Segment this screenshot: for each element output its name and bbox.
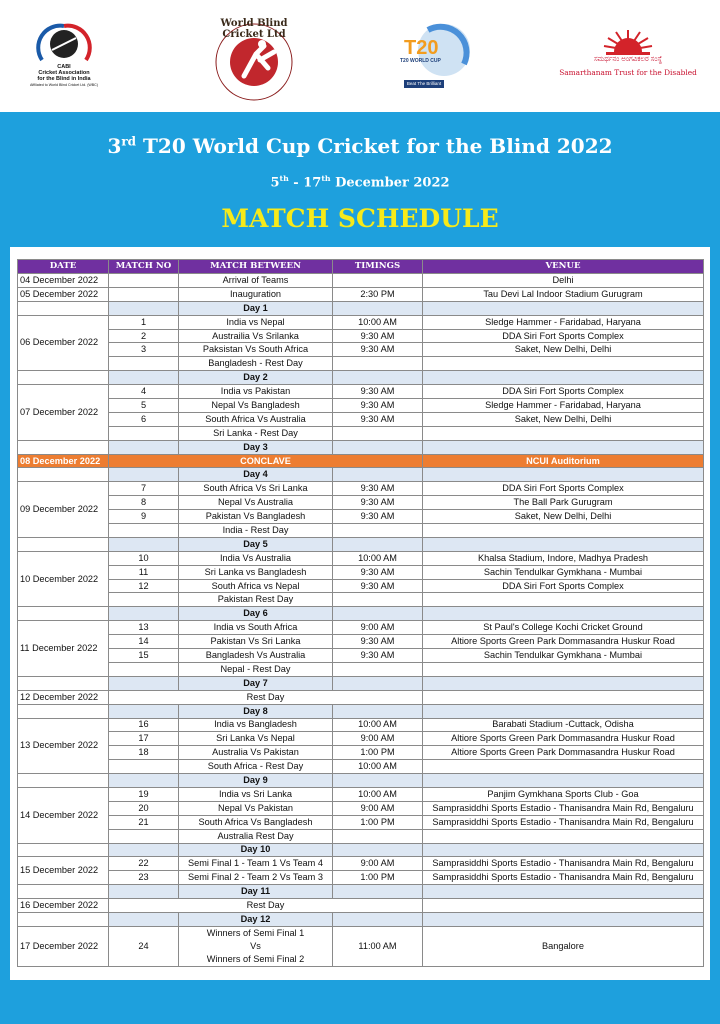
date-cell: 16 December 2022	[18, 899, 109, 913]
match-no-cell: 3	[109, 343, 179, 357]
match-cell: Nepal Vs Australia	[179, 496, 333, 510]
venue-cell: Saket, New Delhi, Delhi	[423, 343, 704, 357]
match-no-cell: 9	[109, 510, 179, 524]
day-label: Day 10	[179, 843, 333, 857]
wbc-logo	[206, 16, 302, 102]
match-no-cell: 24	[109, 926, 179, 966]
timing-cell: 1:00 PM	[333, 815, 423, 829]
cabi-logo	[24, 22, 104, 92]
date-cell: 06 December 2022	[18, 315, 109, 371]
match-no-cell	[109, 537, 179, 551]
table-row	[18, 732, 704, 746]
timing-cell: 9:30 AM	[333, 343, 423, 357]
day-label: Day 9	[179, 774, 333, 788]
match-no-cell: 8	[109, 496, 179, 510]
timing-cell	[333, 843, 423, 857]
timing-cell: 1:00 PM	[333, 871, 423, 885]
match-line: Winners of Semi Final 2	[206, 953, 305, 964]
table-row	[18, 551, 704, 565]
day-label: Day 1	[179, 301, 333, 315]
match-cell: CONCLAVE	[109, 454, 423, 468]
match-cell: Rest Day	[109, 690, 423, 704]
match-cell: Nepal Vs Pakistan	[179, 801, 333, 815]
venue-cell: Altiore Sports Green Park Dommasandra Huskur Road	[423, 746, 704, 760]
conclave-row	[18, 454, 704, 468]
day-row	[18, 607, 704, 621]
venue-cell	[423, 537, 704, 551]
table-row	[18, 329, 704, 343]
venue-cell: Sachin Tendulkar Gymkhana - Mumbai	[423, 649, 704, 663]
rest-day-row	[18, 899, 704, 913]
date-cell: 05 December 2022	[18, 287, 109, 301]
match-no-cell	[109, 676, 179, 690]
match-cell: Nepal - Rest Day	[179, 662, 333, 676]
venue-cell	[423, 704, 704, 718]
match-cell: Sri Lanka vs Bangladesh	[179, 565, 333, 579]
venue-cell: Samprasiddhi Sports Estadio - Thanisandra Main Rd, Bengaluru	[423, 801, 704, 815]
match-no-cell	[109, 704, 179, 718]
timing-cell: 10:00 AM	[333, 718, 423, 732]
table-row	[18, 871, 704, 885]
match-no-cell: 22	[109, 857, 179, 871]
table-row	[18, 412, 704, 426]
table-row	[18, 426, 704, 440]
match-line: Winners of Semi Final 1	[206, 927, 305, 938]
match-cell: India vs Pakistan	[179, 385, 333, 399]
timing-cell: 9:30 AM	[333, 412, 423, 426]
schedule-table	[17, 259, 704, 967]
t20-tagline: Beat The Brilliant	[406, 81, 442, 86]
date-cell	[18, 912, 109, 926]
venue-cell: Samprasiddhi Sports Estadio - Thanisandra Main Rd, Bengaluru	[423, 871, 704, 885]
match-cell: Pakistan Vs Sri Lanka	[179, 635, 333, 649]
venue-cell	[423, 524, 704, 538]
match-cell	[179, 926, 333, 966]
match-no-cell	[109, 760, 179, 774]
table-row	[18, 343, 704, 357]
match-no-cell	[109, 468, 179, 482]
page-title: 3rd T20 World Cup Cricket for the Blind 2022	[107, 134, 613, 158]
match-cell: Bangladesh Vs Australia	[179, 649, 333, 663]
t20-logo	[398, 20, 478, 92]
column-header: DATE	[18, 260, 109, 274]
date-cell: 04 December 2022	[18, 274, 109, 288]
match-cell: South Africa - Rest Day	[179, 760, 333, 774]
timing-cell: 2:30 PM	[333, 287, 423, 301]
venue-cell	[423, 357, 704, 371]
timing-cell: 9:30 AM	[333, 399, 423, 413]
day-row	[18, 440, 704, 454]
date-cell	[18, 704, 109, 718]
date-cell	[18, 537, 109, 551]
timing-cell: 11:00 AM	[333, 926, 423, 966]
table-row	[18, 385, 704, 399]
match-cell: Nepal Vs Bangladesh	[179, 399, 333, 413]
table-row	[18, 274, 704, 288]
venue-cell: St Paul's College Kochi Cricket Ground	[423, 621, 704, 635]
match-no-cell: 20	[109, 801, 179, 815]
venue-cell: Sledge Hammer - Faridabad, Haryana	[423, 399, 704, 413]
timing-cell: 9:30 AM	[333, 385, 423, 399]
date-cell: 11 December 2022	[18, 621, 109, 677]
match-cell: Sri Lanka Vs Nepal	[179, 732, 333, 746]
day-label: Day 11	[179, 885, 333, 899]
rising-sun-icon	[558, 26, 698, 56]
wbc-text: World Blind Cricket Ltd	[220, 18, 288, 40]
venue-cell: Samprasiddhi Sports Estadio - Thanisandra Main Rd, Bengaluru	[423, 815, 704, 829]
match-cell: Australia Vs Pakistan	[179, 746, 333, 760]
table-row	[18, 579, 704, 593]
table-row	[18, 662, 704, 676]
match-cell: Austrailia Vs Srilanka	[179, 329, 333, 343]
timing-cell: 9:00 AM	[333, 732, 423, 746]
match-cell: Semi Final 1 - Team 1 Vs Team 4	[179, 857, 333, 871]
match-no-cell	[109, 843, 179, 857]
date-cell: 17 December 2022	[18, 926, 109, 966]
day-row	[18, 468, 704, 482]
match-cell: Semi Final 2 - Team 2 Vs Team 3	[179, 871, 333, 885]
date-cell: 15 December 2022	[18, 857, 109, 885]
day-row	[18, 301, 704, 315]
venue-cell: The Ball Park Gurugram	[423, 496, 704, 510]
match-no-cell	[109, 662, 179, 676]
table-row	[18, 287, 704, 301]
table-row	[18, 621, 704, 635]
match-no-cell	[109, 829, 179, 843]
timing-cell	[333, 357, 423, 371]
day-row	[18, 537, 704, 551]
timing-cell: 10:00 AM	[333, 551, 423, 565]
samarthanam-kannada: ಸಮರ್ಥನಂ ಅಂಗವಿಕಲರ ಸಂಸ್ಥೆ	[593, 56, 663, 63]
table-row	[18, 593, 704, 607]
day-label: Day 7	[179, 676, 333, 690]
table-header-row	[18, 260, 704, 274]
venue-cell: DDA Siri Fort Sports Complex	[423, 329, 704, 343]
table-row	[18, 815, 704, 829]
venue-cell: Altiore Sports Green Park Dommasandra Huskur Road	[423, 732, 704, 746]
timing-cell	[333, 301, 423, 315]
venue-cell: Altiore Sports Green Park Dommasandra Huskur Road	[423, 635, 704, 649]
timing-cell	[333, 912, 423, 926]
table-row	[18, 649, 704, 663]
match-no-cell	[109, 607, 179, 621]
table-row	[18, 787, 704, 801]
day-row	[18, 371, 704, 385]
day-row	[18, 676, 704, 690]
venue-cell	[423, 371, 704, 385]
timing-cell: 10:00 AM	[333, 787, 423, 801]
match-cell: Paksistan Vs South Africa	[179, 343, 333, 357]
table-row	[18, 760, 704, 774]
match-no-cell	[109, 593, 179, 607]
day-label: Day 12	[179, 912, 333, 926]
match-no-cell	[109, 524, 179, 538]
date-cell	[18, 774, 109, 788]
venue-cell: Saket, New Delhi, Delhi	[423, 412, 704, 426]
table-row	[18, 357, 704, 371]
samarthanam-name: Samarthanam Trust for the Disabled	[559, 68, 697, 77]
venue-cell: Samprasiddhi Sports Estadio - Thanisandra Main Rd, Bengaluru	[423, 857, 704, 871]
venue-cell: Sledge Hammer - Faridabad, Haryana	[423, 315, 704, 329]
timing-cell: 9:30 AM	[333, 482, 423, 496]
match-cell: Pakistan Rest Day	[179, 593, 333, 607]
table-row	[18, 482, 704, 496]
cabi-line1: Cricket Association	[38, 70, 90, 76]
timing-cell	[333, 676, 423, 690]
timing-cell: 9:30 AM	[333, 496, 423, 510]
match-no-cell: 21	[109, 815, 179, 829]
venue-cell: NCUI Auditorium	[423, 454, 704, 468]
match-no-cell: 17	[109, 732, 179, 746]
table-row	[18, 801, 704, 815]
match-no-cell	[109, 371, 179, 385]
day-label: Day 4	[179, 468, 333, 482]
date-cell: 09 December 2022	[18, 482, 109, 538]
timing-cell: 9:30 AM	[333, 510, 423, 524]
venue-cell	[423, 829, 704, 843]
venue-cell: Panjim Gymkhana Sports Club - Goa	[423, 787, 704, 801]
match-no-cell: 23	[109, 871, 179, 885]
venue-cell	[423, 690, 704, 704]
date-cell	[18, 885, 109, 899]
match-no-cell: 14	[109, 635, 179, 649]
venue-cell: Khalsa Stadium, Indore, Madhya Pradesh	[423, 551, 704, 565]
venue-cell: Bangalore	[423, 926, 704, 966]
match-no-cell: 4	[109, 385, 179, 399]
final-row	[18, 926, 704, 966]
match-cell: South Africa vs Nepal	[179, 579, 333, 593]
match-no-cell	[109, 912, 179, 926]
cabi-name: CABI	[57, 64, 71, 70]
rest-day-row	[18, 690, 704, 704]
venue-cell	[423, 885, 704, 899]
table-row	[18, 524, 704, 538]
match-no-cell: 16	[109, 718, 179, 732]
match-cell: Arrival of Teams	[179, 274, 333, 288]
match-cell: Australia Rest Day	[179, 829, 333, 843]
match-no-cell: 19	[109, 787, 179, 801]
timing-cell	[333, 593, 423, 607]
match-cell: Bangladesh - Rest Day	[179, 357, 333, 371]
match-no-cell: 5	[109, 399, 179, 413]
match-no-cell: 13	[109, 621, 179, 635]
day-row	[18, 704, 704, 718]
samarthanam-logo	[558, 26, 698, 86]
date-cell	[18, 301, 109, 315]
match-no-cell: 11	[109, 565, 179, 579]
timing-cell	[333, 704, 423, 718]
match-no-cell	[109, 774, 179, 788]
match-no-cell	[109, 274, 179, 288]
match-cell: South Africa Vs Bangladesh	[179, 815, 333, 829]
match-cell: India vs Nepal	[179, 315, 333, 329]
date-cell	[18, 843, 109, 857]
day-row	[18, 774, 704, 788]
match-no-cell: 1	[109, 315, 179, 329]
timing-cell: 9:00 AM	[333, 801, 423, 815]
timing-cell	[333, 524, 423, 538]
venue-cell: DDA Siri Fort Sports Complex	[423, 482, 704, 496]
match-no-cell	[109, 885, 179, 899]
date-cell	[18, 468, 109, 482]
column-header: TIMINGS	[333, 260, 423, 274]
timing-cell: 9:30 AM	[333, 635, 423, 649]
venue-cell: Sachin Tendulkar Gymkhana - Mumbai	[423, 565, 704, 579]
match-cell: South Africa Vs Australia	[179, 412, 333, 426]
date-cell	[18, 371, 109, 385]
venue-cell: Delhi	[423, 274, 704, 288]
match-line: Vs	[250, 940, 261, 951]
timing-cell	[333, 440, 423, 454]
match-no-cell: 2	[109, 329, 179, 343]
date-cell: 07 December 2022	[18, 385, 109, 441]
match-no-cell	[109, 287, 179, 301]
table-row	[18, 829, 704, 843]
venue-cell: Tau Devi Lal Indoor Stadium Gurugram	[423, 287, 704, 301]
match-cell: Rest Day	[109, 899, 423, 913]
match-cell: India vs Bangladesh	[179, 718, 333, 732]
match-no-cell	[109, 357, 179, 371]
timing-cell: 1:00 PM	[333, 746, 423, 760]
table-row	[18, 857, 704, 871]
match-no-cell: 12	[109, 579, 179, 593]
match-no-cell: 18	[109, 746, 179, 760]
column-header: VENUE	[423, 260, 704, 274]
timing-cell	[333, 662, 423, 676]
venue-cell	[423, 760, 704, 774]
venue-cell	[423, 593, 704, 607]
day-label: Day 5	[179, 537, 333, 551]
date-cell	[18, 607, 109, 621]
match-no-cell: 15	[109, 649, 179, 663]
match-cell: India - Rest Day	[179, 524, 333, 538]
timing-cell: 9:30 AM	[333, 579, 423, 593]
venue-cell: Barabati Stadium -Cuttack, Odisha	[423, 718, 704, 732]
table-row	[18, 565, 704, 579]
timing-cell: 10:00 AM	[333, 760, 423, 774]
venue-cell	[423, 440, 704, 454]
date-cell	[18, 440, 109, 454]
match-cell: Sri Lanka - Rest Day	[179, 426, 333, 440]
match-no-cell: 6	[109, 412, 179, 426]
match-cell: India Vs Australia	[179, 551, 333, 565]
cabi-line3: Affiliated to World Blind Cricket Ltd. (WBC)	[30, 83, 98, 87]
column-header: MATCH BETWEEN	[179, 260, 333, 274]
date-cell: 08 December 2022	[18, 454, 109, 468]
table-row	[18, 746, 704, 760]
day-label: Day 6	[179, 607, 333, 621]
venue-cell: DDA Siri Fort Sports Complex	[423, 579, 704, 593]
venue-cell	[423, 301, 704, 315]
venue-cell: Saket, New Delhi, Delhi	[423, 510, 704, 524]
t20-text: T20 WORLD CUP	[400, 58, 441, 64]
match-cell: India vs Sri Lanka	[179, 787, 333, 801]
timing-cell	[333, 426, 423, 440]
date-cell	[18, 676, 109, 690]
match-cell: Pakistan Vs Bangladesh	[179, 510, 333, 524]
timing-cell	[333, 371, 423, 385]
match-no-cell: 10	[109, 551, 179, 565]
day-label: Day 3	[179, 440, 333, 454]
venue-cell	[423, 676, 704, 690]
timing-cell	[333, 607, 423, 621]
table-row	[18, 399, 704, 413]
day-row	[18, 843, 704, 857]
match-cell: Inauguration	[179, 287, 333, 301]
page-subtitle: 5th - 17th December 2022	[270, 174, 450, 191]
venue-cell	[423, 468, 704, 482]
timing-cell	[333, 274, 423, 288]
timing-cell: 10:00 AM	[333, 315, 423, 329]
svg-text:T20: T20	[404, 37, 439, 59]
day-row	[18, 885, 704, 899]
date-cell: 12 December 2022	[18, 690, 109, 704]
table-row	[18, 718, 704, 732]
match-cell: South Africa Vs Sri Lanka	[179, 482, 333, 496]
schedule-title: MATCH SCHEDULE	[221, 204, 499, 233]
timing-cell	[333, 774, 423, 788]
date-cell: 14 December 2022	[18, 787, 109, 843]
day-label: Day 2	[179, 371, 333, 385]
column-header: MATCH NO	[109, 260, 179, 274]
venue-cell: DDA Siri Fort Sports Complex	[423, 385, 704, 399]
match-cell: India vs South Africa	[179, 621, 333, 635]
timing-cell: 9:30 AM	[333, 329, 423, 343]
table-row	[18, 510, 704, 524]
match-no-cell	[109, 440, 179, 454]
table-row	[18, 496, 704, 510]
venue-cell	[423, 843, 704, 857]
timing-cell	[333, 829, 423, 843]
timing-cell	[333, 537, 423, 551]
day-label: Day 8	[179, 704, 333, 718]
match-no-cell	[109, 426, 179, 440]
date-cell: 13 December 2022	[18, 718, 109, 774]
venue-cell	[423, 912, 704, 926]
day-row	[18, 912, 704, 926]
table-row	[18, 635, 704, 649]
match-no-cell	[109, 301, 179, 315]
timing-cell: 9:00 AM	[333, 857, 423, 871]
venue-cell	[423, 426, 704, 440]
timing-cell: 9:00 AM	[333, 621, 423, 635]
cabi-line2: for the Blind in India	[37, 76, 91, 82]
venue-cell	[423, 607, 704, 621]
cricket-ball-icon	[24, 22, 104, 64]
timing-cell: 9:30 AM	[333, 649, 423, 663]
match-no-cell: 7	[109, 482, 179, 496]
table-body	[18, 274, 704, 967]
timing-cell	[333, 468, 423, 482]
table-row	[18, 315, 704, 329]
venue-cell	[423, 774, 704, 788]
venue-cell	[423, 899, 704, 913]
timing-cell	[333, 885, 423, 899]
timing-cell: 9:30 AM	[333, 565, 423, 579]
date-cell: 10 December 2022	[18, 551, 109, 607]
venue-cell	[423, 662, 704, 676]
logo-bar	[0, 0, 720, 112]
